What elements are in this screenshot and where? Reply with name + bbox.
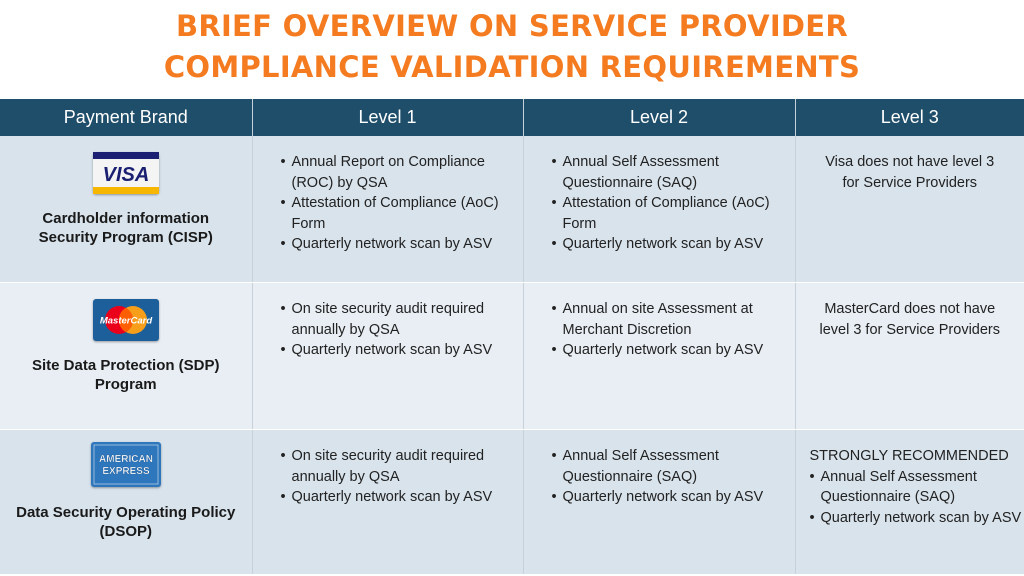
title-line-2: COMPLIANCE VALIDATION REQUIREMENTS [163,50,861,84]
list-item: • On site security audit required annually by QSA [281,299,523,340]
program-name: Cardholder information Security Program (CISP) [38,210,213,246]
mastercard-logo [93,299,159,341]
program-name: Data Security Operating Policy (DSOP) [16,504,236,540]
level-3-note: MasterCard does not have level 3 for Service Providers [819,301,1000,338]
visa-logo [93,152,159,194]
column-header-level-1: Level 1 [252,99,523,136]
level-3-cell [795,283,1024,430]
column-header-payment-brand: Payment Brand [0,99,252,136]
level-3-note: Visa does not have level 3 for Service Providers [825,154,995,191]
table-row-visa [0,136,1024,283]
amex-logo-text-2: EXPRESS [102,466,150,477]
list-item: • Annual Self Assessment Questionnaire (SAQ) [552,446,795,487]
level-1-cell [252,136,523,283]
list-item: • Quarterly network scan by ASV [281,340,523,361]
level-1-cell [252,283,523,430]
list-item: • Attestation of Compliance (AoC) Form [281,193,523,234]
level-3-cell [795,136,1024,283]
amex-logo-text-1: AMERICAN [98,454,153,465]
list-item: • Quarterly network scan by ASV [281,487,523,508]
list-item: • On site security audit required annually by QSA [281,446,523,487]
list-item: • Quarterly network scan by ASV [552,340,795,361]
level-3-heading: STRONGLY RECOMMENDED [809,448,1009,464]
list-item: • Annual on site Assessment at Merchant Discretion [552,299,795,340]
program-name: Site Data Protection (SDP) Program [31,357,220,393]
brand-cell [0,136,252,283]
list-item: • Quarterly network scan by ASV [810,508,1024,529]
table-row-mastercard [0,283,1024,430]
column-header-level-2: Level 2 [523,99,795,136]
list-item: • Attestation of Compliance (AoC) Form [552,193,795,234]
level-2-cell [523,283,795,430]
level-1-cell [252,430,523,575]
list-item: • Quarterly network scan by ASV [281,234,523,255]
brand-cell [0,283,252,430]
list-item: • Quarterly network scan by ASV [552,487,795,508]
table-header-row [0,99,1024,136]
list-item: • Annual Report on Compliance (ROC) by QSA [281,152,523,193]
title-line-1: BRIEF OVERVIEW ON SERVICE PROVIDER [175,9,849,43]
page-title [0,6,1024,88]
compliance-table [0,99,1024,575]
american-express-logo [91,442,161,487]
visa-logo-text: VISA [102,164,150,186]
level-2-cell [523,136,795,283]
level-2-cell [523,430,795,575]
table-row-american-express [0,430,1024,575]
list-item: • Annual Self Assessment Questionnaire (SAQ) [552,152,795,193]
brand-cell [0,430,252,575]
level-3-cell [795,430,1024,575]
column-header-level-3: Level 3 [795,99,1024,136]
mastercard-logo-text: MasterCard [99,315,152,327]
list-item: • Annual Self Assessment Questionnaire (SAQ) [810,467,1024,508]
list-item: • Quarterly network scan by ASV [552,234,795,255]
